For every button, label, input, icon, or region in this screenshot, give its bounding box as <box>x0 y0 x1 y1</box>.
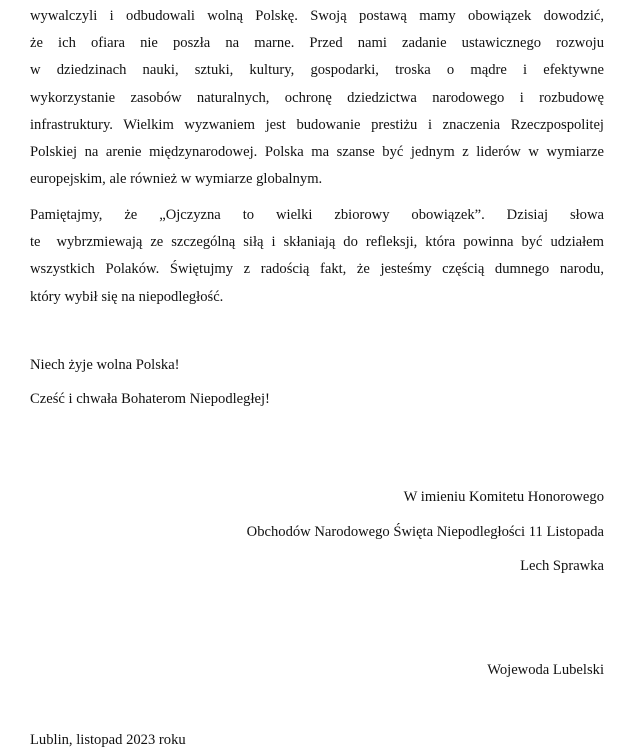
text-line: Pamiętajmy, że „Ojczyzna to wielki zbiorowy obowiązek”. Dzisiaj słowa <box>30 207 604 223</box>
place-date: Lublin, listopad 2023 roku <box>30 732 186 748</box>
signature-name: Lech Sprawka <box>520 558 604 574</box>
text-line: który wybił się na niepodległość. <box>30 288 224 305</box>
text-line: te wybrzmiewają ze szczególną siłą i skłaniają do refleksji, która powinna być udziałem <box>30 234 604 251</box>
paragraph-1 <box>30 3 604 193</box>
signature-celebration: Obchodów Narodowego Święta Niepodległości 11 Listopada <box>246 524 604 540</box>
text-line: wywalczyli i odbudowali wolną Polskę. Swoją postawą mamy obowiązek dowodzić, <box>30 8 604 24</box>
text-line: wszystkich Polaków. Świętujmy z radością fakt, że jesteśmy częścią dumnego narodu, <box>30 261 604 278</box>
text-line: Polskiej na arenie międzynarodowej. Polska ma szanse być jednym z liderów w wymiarze <box>30 143 604 160</box>
exclamation-glory-heroes: Cześć i chwała Bohaterom Niepodległej! <box>30 391 270 407</box>
text-line: infrastruktury. Wielkim wyzwaniem jest budowanie prestiżu i znaczenia Rzeczpospolitej <box>30 116 604 133</box>
signature-title: Wojewoda Lubelski <box>487 662 604 678</box>
text-line: europejskim, ale również w wymiarze globalnym. <box>30 171 323 188</box>
text-line: że ich ofiara nie poszła na marne. Przed nami zadanie ustawicznego rozwoju <box>30 35 604 52</box>
signature-committee: W imieniu Komitetu Honorowego <box>403 489 604 505</box>
text-line: w dziedzinach nauki, sztuki, kultury, gospodarki, troska o mądre i efektywne <box>30 62 604 79</box>
paragraph-2 <box>30 202 604 311</box>
text-line: wykorzystanie zasobów naturalnych, ochronę dziedzictwa narodowego i rozbudowę <box>30 89 604 106</box>
exclamation-free-poland: Niech żyje wolna Polska! <box>30 357 180 373</box>
